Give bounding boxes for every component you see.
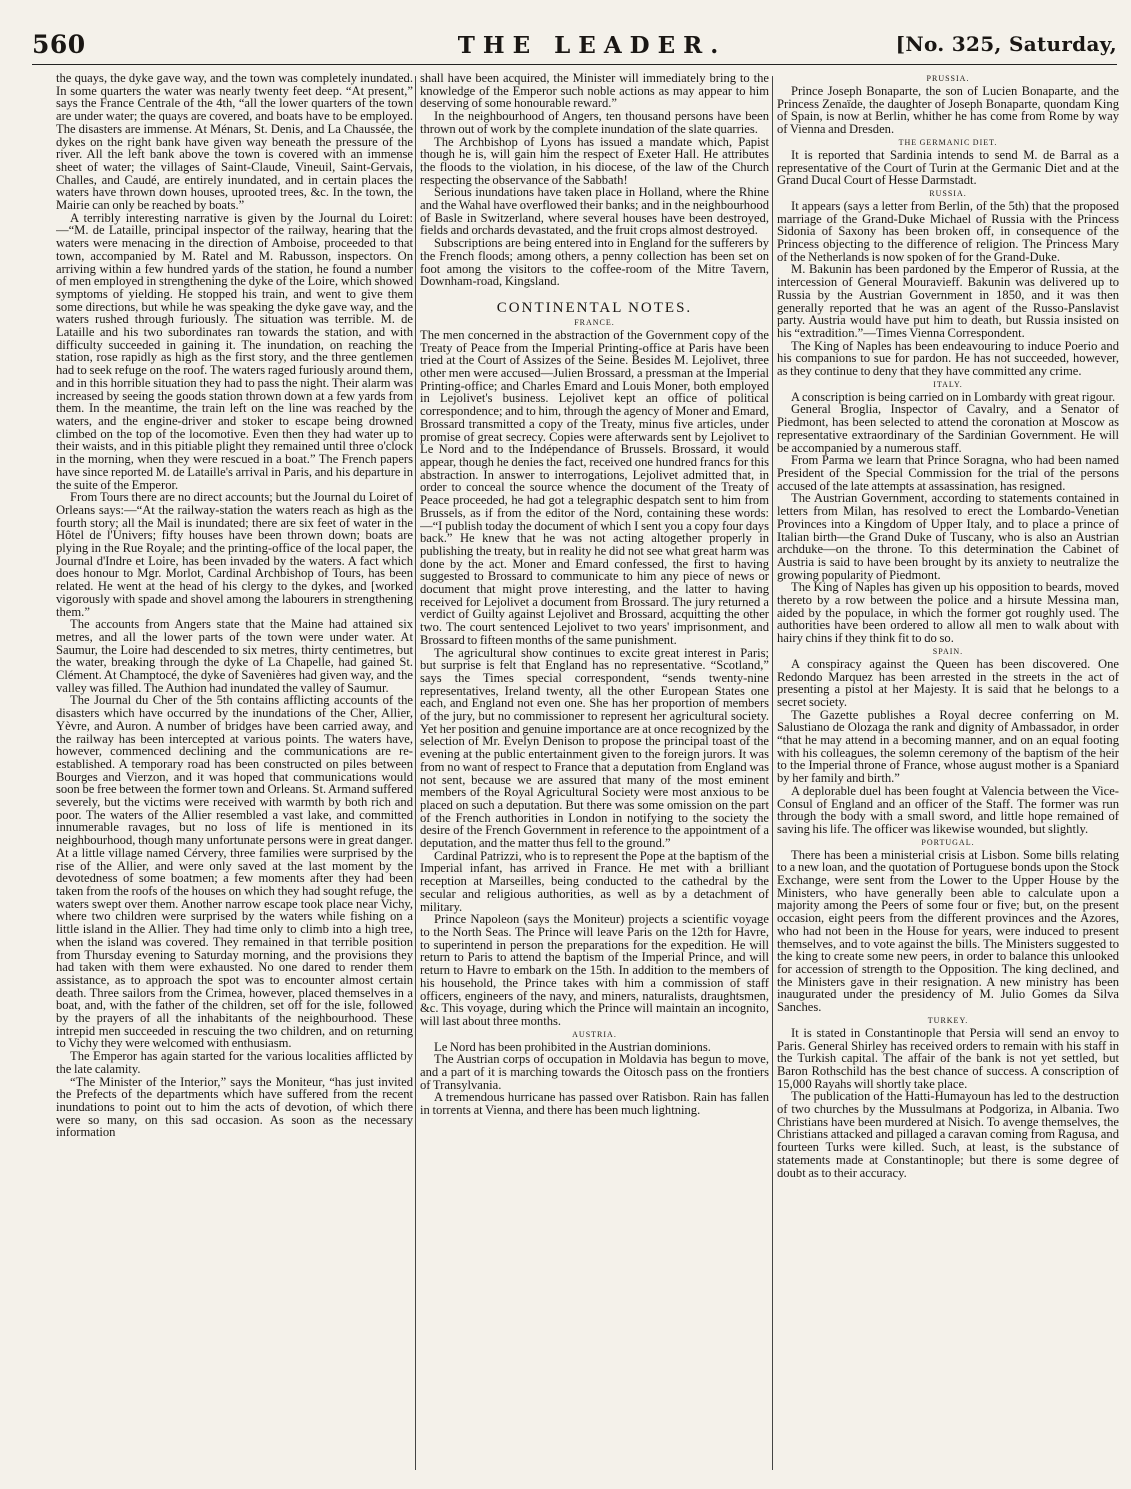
article-paragraph: A tremendous hurricane has passed over Ratisbon. Rain has fallen in torrents at Vienna, and there has been much lightning. — [420, 1090, 769, 1118]
article-paragraph: A terribly interesting narrative is given by the Journal du Loiret:—“M. de Lataille, principal inspector of the railway, hearing that the waters were menacing in the direction of Amboise, proceeded to that town, accompanied by M. Ratel and M. Rabusson, inspectors. On arriving within a few hundred yards of the station, he found a number of men employed in strengthening the dyke of the Loire, which showed symptoms of yielding. He stopped his train, and went to give them some directions, but while he was speaking the dyke gave way, and the waters rushed through furiously. The situation was terrible. M. de Lataille and his two subordinates ran towards the station, and with difficulty succeeded in gaining it. The inundation, on reaching the station, rose rapidly as high as the first story, and the three gentlemen had to seek refuge on the roof. The waters raged furiously around them, and in this horrible situation they had to pass the night. Their alarm was increased by seeing the goods station thrown down at a few yards from them. In the meantime, the train left on the line was reached by the waters, and the engine-driver and stoker to escape being drowned climbed on the top of the locomotive. Even then they had water up to their waists, and in this pitiable plight they remained until three o'clock in the morning, when they were rescued in a boat.” The French papers have since reported M. de Lataille's arrival in Paris, and his departure in the suite of the Emperor. — [56, 210, 413, 492]
country-heading-portugal: PORTUGAL. — [921, 837, 975, 847]
article-paragraph: The Emperor has again started for the various localities afflicted by the late calamity. — [56, 1049, 413, 1076]
country-heading-turkey: TURKEY. — [927, 1015, 969, 1025]
article-paragraph: M. Bakunin has been pardoned by the Emperor of Russia, at the intercession of General Mouravieff. Bakunin was delivered up to Russia by the Austrian Government in 1850, and it was then generally reported that he was an agent of the Russo-Panslavist party. Austria would have put him to death, but Russia insisted on his “extradition.”—Times Vienna Correspondent. — [777, 262, 1119, 340]
article-paragraph: Prince Joseph Bonaparte, the son of Lucien Bonaparte, and the Princess Zenaïde, the daughter of Joseph Bonaparte, quondam King of Spain, is now at Berlin, whither he has come from Rome by way of Vienna and Dresden. — [777, 84, 1119, 137]
column-1 — [56, 72, 413, 1472]
article-paragraph: Le Nord has been prohibited in the Austrian dominions. — [434, 1039, 711, 1054]
section-heading: CONTINENTAL NOTES. — [496, 299, 693, 316]
country-heading-germanic-diet: THE GERMANIC DIET. — [898, 137, 998, 147]
country-heading-spain: SPAIN. — [932, 646, 964, 656]
article-paragraph: General Broglia, Inspector of Cavalry, and a Senator of Piedmont, has been selected to attend the coronation at Moscow as representative extraordinary of the Sardinian Government. He will be accompanied by a numerous staff. — [777, 402, 1119, 455]
country-heading-prussia: PRUSSIA. — [926, 74, 970, 83]
article-paragraph: It is stated in Constantinople that Persia will send an envoy to Paris. General Shirley has received orders to remain with his staff in the Turkish capital. The affair of the bank is not yet settled, but Baron Rothschild has the best chance of success. A conscription of 15,000 Rayahs will shortly take place. — [777, 1025, 1119, 1091]
country-heading-france: FRANCE. — [574, 317, 615, 327]
article-paragraph: A conscription is being carried on in Lombardy with great rigour. — [791, 389, 1116, 404]
article-paragraph: The publication of the Hatti-Humayoun has led to the destruction of two churches by the Mussulmans at Podgoriza, in Albania. Two Christians have been murdered at Nisich. To avenge themselves, the Christians attacked and pillaged a caravan coming from Ragusa, and fourteen Turks were killed. Such, at least, is the substance of statements made at Constantinople; but there is some degree of doubt as to their accuracy. — [777, 1089, 1119, 1180]
article-paragraph: The Archbishop of Lyons has issued a mandate which, Papist though he is, will gain him the respect of Exeter Hall. He attributes the floods to the violation, in his diocese, of the law of the Church respecting the observance of the Sabbath! — [420, 134, 769, 187]
page-number: 560 — [32, 30, 86, 59]
article-paragraph: A conspiracy against the Queen has been discovered. One Redondo Marquez has been arrested in the streets in the act of presenting a pistol at her Majesty. It is said that he belongs to a secret society. — [777, 656, 1119, 709]
article-paragraph: The Austrian Government, according to statements contained in letters from Milan, has resolved to erect the Lombardo-Venetian Provinces into a Kingdom of Upper Italy, and to place a prince of Italian birth—the Grand Duke of Tuscany, who is also an Austrian archduke—on the throne. To this determination the Cabinet of Austria is said to have been brought by its anxiety to neutralize the growing popularity of Piedmont. — [777, 491, 1119, 582]
article-paragraph: shall have been acquired, the Minister will immediately bring to the knowledge of the Emperor such noble actions as may appear to him deserving of some honourable reward.” — [420, 72, 769, 111]
article-paragraph: the quays, the dyke gave way, and the town was completely inundated. In some quarters the water was nearly twenty feet deep. “At present,” says the France Centrale of the 4th, “all the lower quarters of the town are under water; the quays are covered, and boats have to be employed. The disasters are immense. At Ménars, St. Denis, and La Chaussée, the dykes on the right bank have given way beneath the pressure of the river. All the left bank above the town is covered with an immense sheet of water; the villages of Saint-Claude, Vineuil, Saint-Gervais, Challes, and Caudé, are entirely inundated, and in certain places the waters have thrown down houses, uprooted trees, &c. In the town, the Mairie can only be reached by boats.” — [56, 72, 413, 213]
article-paragraph: The Gazette publishes a Royal decree conferring on M. Salustiano de Olozaga the rank and dignity of Ambassador, in order “that he may attend in a becoming manner, and on an equal footing with his colleagues, the solemn ceremony of the baptism of the heir to the Imperial throne of France, whose august mother is a Spaniard by her family and birth.” — [777, 707, 1119, 786]
article-paragraph: “The Minister of the Interior,” says the Moniteur, “has just invited the Prefects of the departments which have suffered from the recent inundations to point out to him the acts of devotion, of which there were so many, on this sad occasion. As soon as the necessary information — [56, 1074, 413, 1140]
article-paragraph: Cardinal Patrizzi, who is to represent the Pope at the baptism of the Imperial infant, has arrived in France. He met with a brilliant reception at Marseilles, being conducted to the cathedral by the secular and religious authorities, as well as by a detachment of military. — [420, 848, 769, 914]
article-paragraph: It appears (says a letter from Berlin, of the 5th) that the proposed marriage of the Grand-Duke Michael of Russia with the Princess Sidonia of Saxony has been broken off, in consequence of the Princess objecting to the difference of religion. The Princess Mary of the Netherlands is now spoken of for the Grand-Duke. — [777, 198, 1119, 264]
article-paragraph: The Austrian corps of occupation in Moldavia has begun to move, and a part of it is marching towards the Oitosch pass on the frontiers of Transylvania. — [420, 1052, 769, 1092]
country-heading-russia: RUSSIA. — [929, 188, 967, 198]
article-paragraph: The King of Naples has given up his opposition to beards, moved thereto by a row between the police and a hirsute Messina man, aided by the populace, in which the former got roughly used. The authorities have been ordered to allow all men to walk about with hairy chins if they think fit to do so. — [777, 580, 1119, 646]
column-3 — [777, 72, 1119, 1472]
issue-label: [No. 325, Saturday, — [895, 32, 1117, 56]
publication-title: THE LEADER. — [457, 32, 727, 59]
article-paragraph: The agricultural show continues to excite great interest in Paris; but surprise is felt that England has no representative. “Scotland,” says the Times special correspondent, “sends twenty-nine representatives, Ireland twenty, all the other European States one each, and England not even one. She has her proportion of members of the jury, but no commissioner to represent her agricultural society. Yet her position and genuine importance are at once recognized by the selection of Mr. Evelyn Denison to propose the principal toast of the evening at the public entertainment given to the foreign jurors. It was from no want of respect to France that a deputation from England was not sent, because we are assured that many of the most eminent members of the Royal Agricultural Society were most anxious to be placed on such a deputation. But there was some omission on the part of the French authorities in London in notifying to the society the desire of the French Government in reference to the appointment of a deputation, and the matter thus fell to the ground.” — [420, 645, 769, 851]
article-paragraph: The Journal du Cher of the 5th contains afflicting accounts of the disasters which have occurred by the inundations of the Cher, Allier, Yèvre, and Auron. A number of bridges have been carried away, and the railway has been intercepted at various points. The waters have, however, commenced declining and the communications are re-established. A temporary road has been constructed on piles between Bourges and Vierzon, and it was hoped that communications would soon be free between the former town and Orleans. St. Armand suffered severely, but the victims were received with warmth by both rich and poor. The waters of the Allier resembled a vast lake, and committed innumerable ravages, but no loss of life is mentioned in its neighbourhood, though many unfortunate persons were in great danger. At a little village named Cérvery, three families were surprised by the rise of the Allier, and were only saved at the last moment by the devotedness of some boatmen; a few moments after they had been taken from the roofs of the houses on which they had sought refuge, the waters swept over them. Another narrow escape took place near Vichy, where two children were surprised by the waters while fishing on a little island in the Allier. They had time only to climb into a high tree, when the island was covered. They remained in that terrible position from Thursday evening to Saturday morning, and the provisions they had taken with them were exhausted. No one dared to render them assistance, as to approach the spot was to encounter almost certain death. Three sailors from the Crimea, however, placed themselves in a boat, and, with the father of the children, set off for the isle, followed by the prayers of all the inhabitants of the neighbourhood. These intrepid men succeeded in rescuing the two children, and on returning to Vichy they were welcomed with enthusiasm. — [56, 693, 413, 1051]
article-paragraph: Serious inundations have taken place in Holland, where the Rhine and the Wahal have overflowed their banks; and in the neighbourhood of Basle in Switzerland, where several houses have been destroyed, fields and orchards devastated, and the fruit crops almost destroyed. — [420, 185, 769, 238]
article-paragraph: From Parma we learn that Prince Soragna, who had been named President of the Special Commission for the trial of the persons accused of the late attempts at assassination, has resigned. — [777, 453, 1119, 493]
country-heading-italy: ITALY. — [933, 379, 963, 389]
article-paragraph: It is reported that Sardinia intends to send M. de Barral as a representative of the Court of Turin at the Germanic Diet and at the Grand Ducal Court of Hesse Darmstadt. — [777, 147, 1119, 188]
column-2 — [420, 72, 769, 1472]
article-paragraph: Prince Napoleon (says the Moniteur) projects a scientific voyage to the North Seas. The Prince will leave Paris on the 12th for Havre, to superintend in person the preparations for the expedition. He will return to Paris to attend the baptism of the Imperial Prince, and will return to Havre to embark on the 15th. In addition to the members of his household, the Prince takes with him a commission of staff officers, engineers of the navy, and miners, naturalists, draughtsmen, &c. This voyage, during which the Prince will maintain an incognito, will last about three months. — [420, 912, 769, 1028]
column-rule — [415, 76, 416, 1470]
country-heading-austria: AUSTRIA. — [572, 1029, 617, 1039]
article-paragraph: A deplorable duel has been fought at Valencia between the Vice-Consul of England and an officer of the Staff. The former was run through the body with a small sword, and little hope remained of saving his life. The officer was likewise wounded, but slightly. — [777, 783, 1119, 836]
article-paragraph: There has been a ministerial crisis at Lisbon. Some bills relating to a new loan, and the quotation of Portuguese bonds upon the Stock Exchange, were sent from the Lower to the Upper House by the Ministers, who have generally been able to calculate upon a majority among the Peers of some four or five; but, on the present occasion, eight peers from the different provinces and the Azores, who had not been in the House for years, were induced to present themselves, and to vote against the bills. The Ministers suggested to the king to create some new peers, in order to balance this unlooked for accession of strength to the Opposition. The king declined, and the Ministers gave in their resignation. A new ministry has been inaugurated under the presidency of M. Julio Gomes da Silva Sanches. — [777, 847, 1119, 1015]
article-paragraph: From Tours there are no direct accounts; but the Journal du Loiret of Orleans says:—“At the railway-station the waters reach as high as the fourth story; all the Mail is inundated; there are six feet of water in the Hôtel de l'Univers; fifty houses have been thrown down; boats are plying in the Rue Royale; and the printing-office of the local paper, the Journal d'Indre et Loire, has been invaded by the waters. A fact which does honour to Mgr. Morlot, Cardinal Archbishop of Tours, has been related. He went at the head of his clergy to the dykes, and [worked vigorously with spade and shovel among the labourers in strengthening them.” — [56, 490, 413, 619]
masthead — [32, 14, 1117, 65]
article-paragraph: In the neighbourhood of Angers, ten thousand persons have been thrown out of work by the complete inundation of the slate quarries. — [420, 109, 769, 136]
article-paragraph: The accounts from Angers state that the Maine had attained six metres, and all the lower parts of the town were under water. At Saumur, the Loire had descended to six metres, thirty centimetres, but the water, breaking through the dyke of La Chapelle, had gained St. Clément. At Champtocé, the dyke of Savenières had given way, and the valley was filled. The Authion had inundated the valley of Saumur. — [56, 617, 413, 695]
article-paragraph: The King of Naples has been endeavouring to induce Poerio and his companions to sue for pardon. He has not succeeded, however, as they continue to deny that they have committed any crime. — [777, 338, 1119, 379]
article-paragraph: The men concerned in the abstraction of the Government copy of the Treaty of Peace from the Imperial Printing-office at Paris have been tried at the Court of Assizes of the Seine. Besides M. Lejolivet, three other men were accused—Julien Brossard, a pressman at the Imperial Printing-office; and Charles Emard and Louis Moner, both employed in Lejolivet's business. Lejolivet kept an office of political correspondence; and to him, through the agency of Moner and Emard, Brossard transmitted a copy of the Treaty, minus five articles, under promise of great secrecy. Copies were afterwards sent by Lejolivet to Le Nord and to the Indépendance of Brussels. Brossard, it would appear, though he denies the fact, received one hundred francs for this abstraction. In answer to interrogations, Lejolivet admitted that, in order to conceal the source whence the document of the Treaty of Peace proceeded, he had got a telegraphic despatch sent to him from Brussels, as if from the editor of the Nord, containing these words:—“I publish today the document of which I sent you a copy four days back.” He knew that he was not acting altogether properly in publishing the treaty, but in reality he did not see what great harm was done by the act. Moner and Emard confessed, the first to having suggested to Brossard to communicate to him any piece of news or document that might prove interesting, and the latter to having received for Lejolivet a document from Brossard. The jury returned a verdict of Guilty against Lejolivet and Brossard, acquitting the other two. The court sentenced Lejolivet to two years' imprisonment, and Brossard to fifteen months of the same punishment. — [420, 327, 769, 647]
column-rule — [772, 76, 773, 1470]
article-paragraph: Subscriptions are being entered into in England for the sufferers by the French floods; among others, a penny collection has been set on foot among the visitors to the coffee-room of the Mitre Tavern, Downham-road, Kingsland. — [420, 236, 769, 289]
